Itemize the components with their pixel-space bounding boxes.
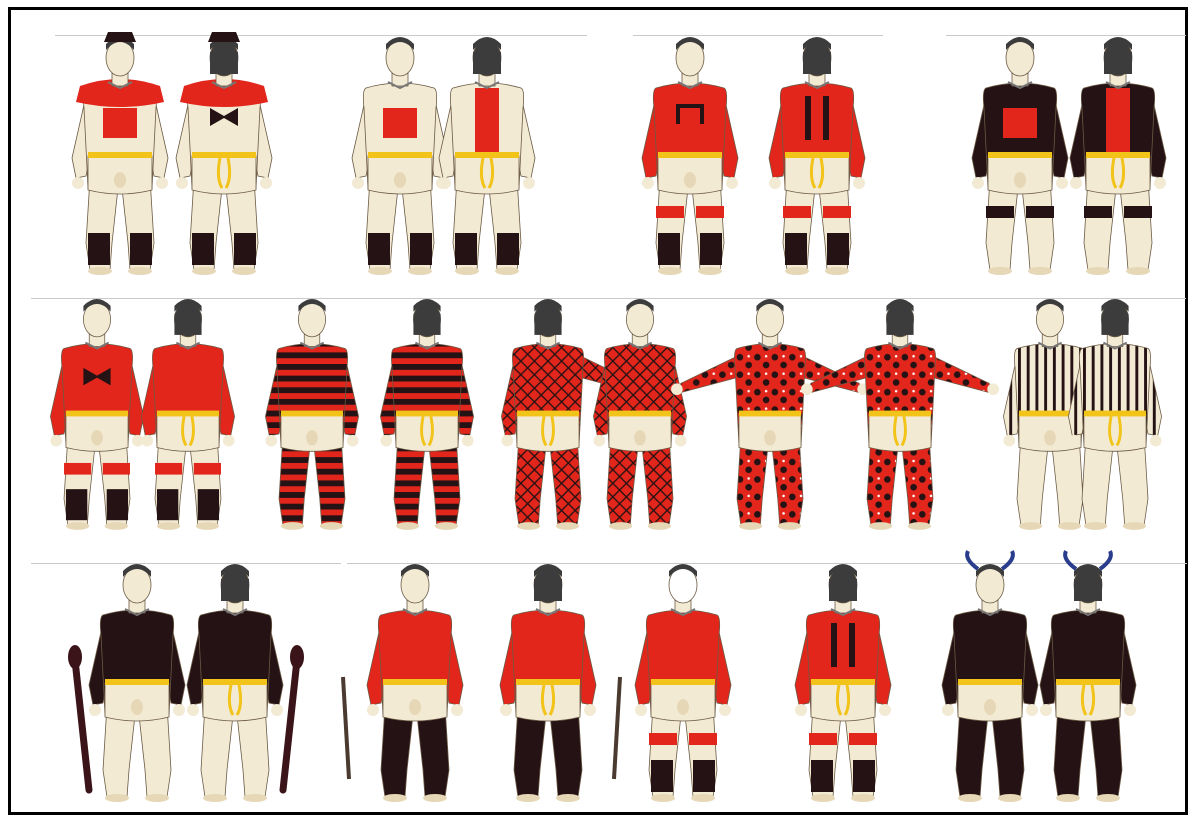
figure-r2-g1-front <box>50 299 143 530</box>
left-foot <box>66 522 89 530</box>
right-hand <box>584 704 596 716</box>
pole <box>343 677 349 779</box>
right-hand <box>987 383 999 395</box>
left-boot <box>157 489 178 520</box>
left-hand <box>367 704 379 716</box>
staff <box>283 660 297 790</box>
right-hand <box>719 704 731 716</box>
back-bar-left <box>805 96 811 140</box>
left-hand <box>50 435 62 447</box>
hat <box>104 32 136 42</box>
right-foot <box>105 522 128 530</box>
right-foot <box>1058 522 1081 530</box>
right-hand <box>726 177 738 189</box>
left-hand <box>795 704 807 716</box>
left-foot <box>383 794 407 802</box>
right-foot <box>128 267 152 275</box>
hips <box>203 683 267 721</box>
right-hand <box>523 177 535 189</box>
left-foot <box>203 794 227 802</box>
belt <box>1084 411 1146 417</box>
left-hand <box>89 704 101 716</box>
right-boot <box>827 233 849 265</box>
right-boot <box>107 489 128 520</box>
left-hand <box>380 435 392 447</box>
belt <box>192 152 256 158</box>
right-boot <box>410 233 432 265</box>
right-hand <box>853 177 865 189</box>
left-horn <box>967 551 978 569</box>
right-thigh-band <box>1124 206 1152 218</box>
right-boot <box>198 489 219 520</box>
left-foot <box>1056 794 1080 802</box>
right-boot <box>130 233 152 265</box>
left-boot <box>192 233 214 265</box>
loin <box>114 172 126 188</box>
left-boot <box>455 233 477 265</box>
left-foot <box>368 267 392 275</box>
right-foot <box>778 522 801 530</box>
left-hand <box>439 177 451 189</box>
figure-r2-g5-back <box>1068 299 1161 530</box>
belt <box>105 679 169 685</box>
loin <box>984 699 996 715</box>
chest-patch <box>103 108 137 138</box>
left-foot <box>1084 522 1107 530</box>
figure-r3-g3-back <box>795 564 891 802</box>
right-hand <box>1124 704 1136 716</box>
belt <box>66 411 128 417</box>
hips <box>192 156 256 194</box>
figure-r3-g4-front <box>942 551 1038 802</box>
right-hand <box>879 704 891 716</box>
left-hand <box>942 704 954 716</box>
hips <box>396 414 458 451</box>
right-foot <box>556 794 580 802</box>
left-foot <box>396 522 419 530</box>
figure-r1-g4-front <box>972 37 1068 275</box>
left-thigh-band <box>809 733 837 745</box>
right-hand <box>451 704 463 716</box>
belt <box>516 679 580 685</box>
figure-r1-g2-back <box>439 37 535 275</box>
left-foot <box>455 267 479 275</box>
figure-r3-g4-back <box>1040 551 1136 802</box>
loin <box>764 430 776 446</box>
hips <box>811 683 875 721</box>
figure-r3-g2-back <box>500 564 620 802</box>
left-hand <box>801 383 813 395</box>
staff-knob <box>68 645 82 669</box>
right-thigh-band <box>1026 206 1054 218</box>
right-foot <box>998 794 1022 802</box>
right-foot <box>1028 267 1052 275</box>
left-foot <box>739 522 762 530</box>
hair-back <box>534 314 561 335</box>
right-hand <box>173 704 185 716</box>
hair-back <box>473 52 501 74</box>
right-foot <box>408 267 432 275</box>
left-foot <box>157 522 180 530</box>
belt <box>383 679 447 685</box>
right-foot <box>232 267 256 275</box>
right-boot <box>853 760 875 792</box>
belt <box>988 152 1052 158</box>
left-boot <box>658 233 680 265</box>
left-hand <box>1068 435 1080 447</box>
right-hand <box>271 704 283 716</box>
left-hand <box>1003 435 1015 447</box>
belt <box>157 411 219 417</box>
right-foot <box>495 267 519 275</box>
belt <box>396 411 458 417</box>
left-thigh-band <box>986 206 1014 218</box>
right-thigh-band <box>194 463 221 475</box>
right-foot <box>698 267 722 275</box>
back-bar-right <box>823 96 829 140</box>
right-hand <box>1150 435 1162 447</box>
left-thigh-band <box>155 463 182 475</box>
right-thigh-band <box>103 463 130 475</box>
right-foot <box>851 794 875 802</box>
hips <box>157 414 219 451</box>
left-foot <box>1019 522 1042 530</box>
left-foot <box>516 794 540 802</box>
left-hand <box>187 704 199 716</box>
right-foot <box>423 794 447 802</box>
right-hand <box>462 435 474 447</box>
right-foot <box>908 522 931 530</box>
hips <box>517 414 579 451</box>
hips <box>455 156 519 194</box>
right-foot <box>1123 522 1146 530</box>
pole <box>614 677 620 779</box>
hair-back <box>534 579 562 601</box>
right-horn <box>1002 551 1013 569</box>
belt <box>1056 679 1120 685</box>
hair-back <box>210 52 238 74</box>
belt <box>455 152 519 158</box>
back-panel <box>475 88 499 152</box>
right-hand <box>260 177 272 189</box>
loin <box>91 430 103 446</box>
figure-r2-g4-back <box>801 299 999 530</box>
right-hand <box>1154 177 1166 189</box>
left-foot <box>281 522 304 530</box>
left-hand <box>176 177 188 189</box>
figure-r3-g2-front <box>343 564 463 802</box>
left-thigh-band <box>783 206 811 218</box>
right-foot <box>145 794 169 802</box>
figure-r3-g1-front <box>68 564 185 802</box>
left-thigh-band <box>1084 206 1112 218</box>
right-hand <box>347 435 359 447</box>
back-bar-right <box>849 623 855 667</box>
right-hand <box>156 177 168 189</box>
chest-patch <box>383 108 417 138</box>
belt <box>958 679 1022 685</box>
left-foot <box>88 267 112 275</box>
figure-r2-g1-back <box>141 299 234 530</box>
right-foot <box>435 522 458 530</box>
figure-r1-g1-front <box>72 32 168 275</box>
left-foot <box>958 794 982 802</box>
figure-r2-g2-front <box>265 299 358 530</box>
left-horn <box>1065 551 1076 569</box>
figure-r1-g3-back <box>769 37 865 275</box>
left-boot <box>811 760 833 792</box>
staff <box>75 660 89 790</box>
left-foot <box>192 267 216 275</box>
right-boot <box>497 233 519 265</box>
loin <box>409 699 421 715</box>
right-foot <box>196 522 219 530</box>
left-boot <box>66 489 87 520</box>
belt <box>203 679 267 685</box>
belt <box>368 152 432 158</box>
hair-back <box>1101 314 1128 335</box>
belt <box>811 679 875 685</box>
right-thigh-band <box>689 733 717 745</box>
left-foot <box>651 794 675 802</box>
right-hand <box>1056 177 1068 189</box>
figure-r3-g3-front <box>635 564 731 802</box>
hair-back <box>803 52 831 74</box>
figure-r1-g4-back <box>1070 37 1166 275</box>
left-boot <box>368 233 390 265</box>
right-thigh-band <box>696 206 724 218</box>
left-hand <box>72 177 84 189</box>
right-foot <box>1126 267 1150 275</box>
figure-r1-g1-back <box>176 32 272 275</box>
right-foot <box>825 267 849 275</box>
right-foot <box>1096 794 1120 802</box>
back-panel <box>1106 88 1130 152</box>
left-foot <box>517 522 540 530</box>
figure-r1-g3-front <box>642 37 738 275</box>
right-foot <box>691 794 715 802</box>
left-thigh-band <box>64 463 91 475</box>
left-hand <box>972 177 984 189</box>
left-foot <box>869 522 892 530</box>
hair-back <box>1104 52 1132 74</box>
right-hand <box>675 435 687 447</box>
belt <box>281 411 343 417</box>
belt <box>517 411 579 417</box>
belt <box>88 152 152 158</box>
left-foot <box>785 267 809 275</box>
staff-knob <box>290 645 304 669</box>
left-foot <box>105 794 129 802</box>
left-hand <box>1040 704 1052 716</box>
right-boot <box>693 760 715 792</box>
belt <box>658 152 722 158</box>
belt <box>785 152 849 158</box>
right-foot <box>556 522 579 530</box>
hair-back <box>174 314 201 335</box>
right-foot <box>243 794 267 802</box>
left-hand <box>642 177 654 189</box>
left-foot <box>609 522 632 530</box>
hips <box>516 683 580 721</box>
belt <box>739 411 801 417</box>
right-hand <box>1026 704 1038 716</box>
belt <box>869 411 931 417</box>
figure-r2-g2-back <box>380 299 473 530</box>
loin <box>684 172 696 188</box>
left-foot <box>658 267 682 275</box>
right-foot <box>648 522 671 530</box>
hips <box>869 414 931 451</box>
loin <box>306 430 318 446</box>
hips <box>1084 414 1146 451</box>
left-thigh-band <box>649 733 677 745</box>
left-thigh-band <box>656 206 684 218</box>
right-horn <box>1100 551 1111 569</box>
figure-r1-g2-front <box>352 37 448 275</box>
hair-back <box>1074 579 1102 601</box>
hat <box>208 32 240 42</box>
left-hand <box>769 177 781 189</box>
back-bar-left <box>831 623 837 667</box>
hips <box>1056 683 1120 721</box>
belt <box>1086 152 1150 158</box>
left-hand <box>1070 177 1082 189</box>
left-hand <box>501 435 513 447</box>
belt <box>651 679 715 685</box>
belt <box>609 411 671 417</box>
left-hand <box>671 383 683 395</box>
right-boot <box>700 233 722 265</box>
right-arm <box>933 356 991 393</box>
left-boot <box>88 233 110 265</box>
left-hand <box>352 177 364 189</box>
figure-r2-g3-front <box>593 299 686 530</box>
left-foot <box>811 794 835 802</box>
left-arm <box>679 356 737 393</box>
left-boot <box>651 760 673 792</box>
hips <box>785 156 849 194</box>
figure-r3-g1-back <box>187 564 304 802</box>
hair-back <box>221 579 249 601</box>
right-thigh-band <box>849 733 877 745</box>
hair-back <box>413 314 440 335</box>
loin <box>131 699 143 715</box>
left-hand <box>593 435 605 447</box>
left-hand <box>635 704 647 716</box>
loin <box>634 430 646 446</box>
hair-back <box>886 314 913 335</box>
right-boot <box>234 233 256 265</box>
left-hand <box>141 435 153 447</box>
left-hand <box>500 704 512 716</box>
left-foot <box>1086 267 1110 275</box>
figure-r2-g4-front <box>671 299 869 530</box>
loin <box>1044 430 1056 446</box>
loin <box>394 172 406 188</box>
left-hand <box>265 435 277 447</box>
left-foot <box>988 267 1012 275</box>
right-foot <box>320 522 343 530</box>
chest-patch <box>1003 108 1037 138</box>
hair-back <box>829 579 857 601</box>
loin <box>1014 172 1026 188</box>
right-thigh-band <box>823 206 851 218</box>
hips <box>1086 156 1150 194</box>
right-hand <box>223 435 235 447</box>
left-boot <box>785 233 807 265</box>
loin <box>677 699 689 715</box>
